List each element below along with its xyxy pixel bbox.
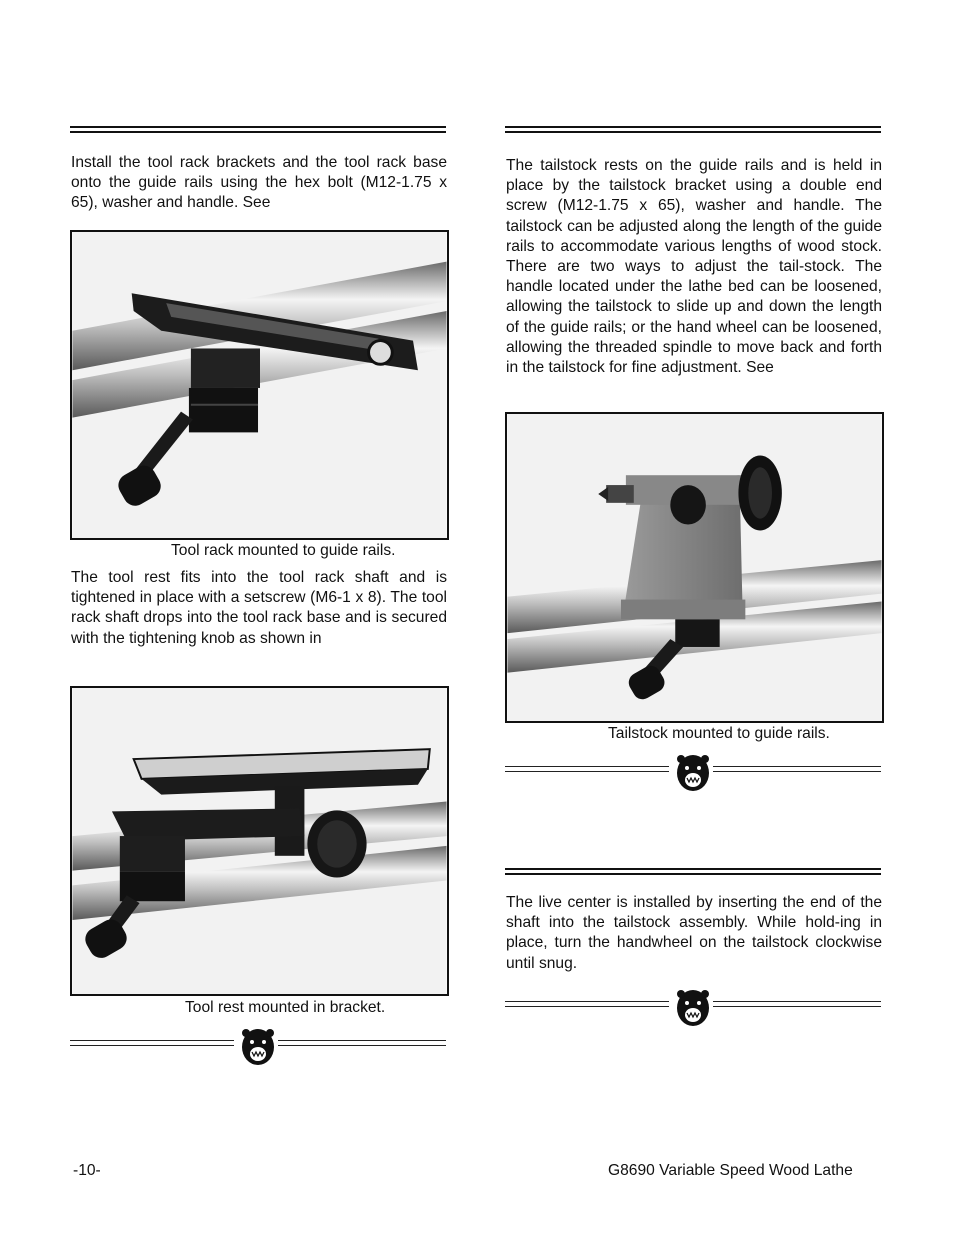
- right-divider-2: [505, 988, 881, 1028]
- figure-tool-rack-photo: [70, 230, 449, 540]
- right-section-header-rule: [505, 126, 881, 133]
- divider-line-right: [278, 1040, 446, 1046]
- left-paragraph-2: The tool rest fits into the tool rack shaft and is tightened in place with a setscrew (M6-1 x 8). The tool rack shaft drops into the tool rack base and is secured with the tightening knob as shown in: [71, 569, 447, 647]
- left-section-end-divider: [70, 1027, 446, 1067]
- page-number: -10-: [73, 1162, 101, 1179]
- divider-line-left: [505, 1001, 669, 1007]
- divider-line-left: [505, 766, 669, 772]
- right-divider-1: [505, 753, 881, 793]
- divider-line-right: [713, 766, 881, 772]
- divider-line-left: [70, 1040, 234, 1046]
- manual-title: G8690 Variable Speed Wood Lathe: [608, 1162, 853, 1179]
- tool-rest-illustration: [72, 688, 447, 994]
- divider-line-right: [713, 1001, 881, 1007]
- figure-2-caption: Tool rest mounted in bracket.: [185, 999, 386, 1016]
- tool-rack-illustration: [72, 232, 447, 538]
- figure-tailstock-photo: [505, 412, 884, 723]
- right-paragraph-1: The tailstock rests on the guide rails and is held in place by the tailstock bracket using a double end screw (M12-1.75 x 65), washer and handle. The tailstock can be adjusted along the length of the guide rails to accommodate various lengths of wood stock. There are two ways to adjust the tail-stock. The handle located under the lathe bed can be loosened, allowing the tailstock to slide up and down the length of the guide rails; or the hand wheel can be loosened, allowing the threaded spindle to move back and forth in the tailstock for fine adjustment. See: [506, 157, 882, 377]
- bear-logo-icon: [675, 753, 711, 793]
- right-paragraph-2: The live center is installed by inserting the end of the shaft into the tailstock assembly. While hold-ing in place, turn the handwheel on the tailstock clockwise until snug.: [506, 894, 882, 972]
- bear-logo-icon: [240, 1027, 276, 1067]
- figure-3-caption: Tailstock mounted to guide rails.: [608, 725, 830, 742]
- tailstock-illustration: [507, 414, 882, 721]
- bear-logo-icon: [675, 988, 711, 1028]
- figure-tool-rest-photo: [70, 686, 449, 996]
- left-section-header-rule: [70, 126, 446, 133]
- right-section-2-header-rule: [505, 868, 881, 875]
- left-paragraph-1: Install the tool rack brackets and the tool rack base onto the guide rails using the hex bolt (M12-1.75 x 65), washer and handle. See: [71, 154, 447, 212]
- figure-1-caption: Tool rack mounted to guide rails.: [171, 542, 396, 559]
